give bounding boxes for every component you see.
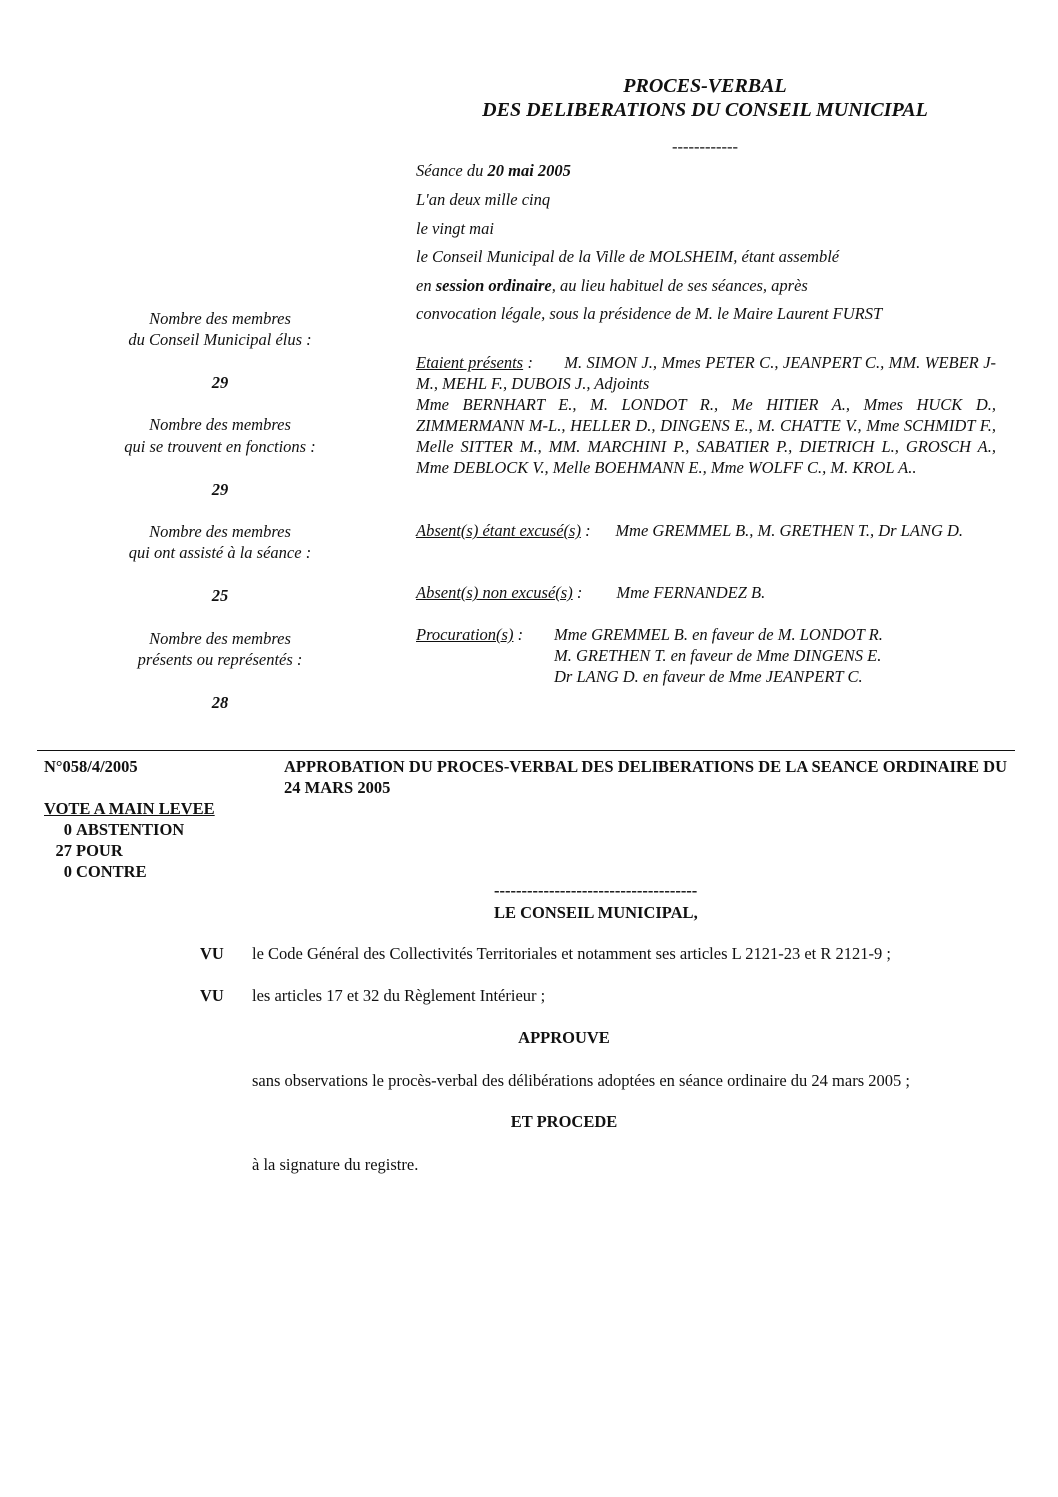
page-title-line1: PROCES-VERBAL bbox=[623, 75, 787, 97]
stat-value-attended: 25 bbox=[211, 586, 229, 605]
council-separator: ------------------------------------- bbox=[494, 881, 698, 900]
vote-label-pour: POUR bbox=[76, 841, 123, 860]
deliberation-title: APPROBATION DU PROCES-VERBAL DES DELIBERATIONS DE LA SEANCE ORDINAIRE DU 24 MARS 2005 bbox=[284, 757, 1007, 797]
stat-label-represented-1: Nombre des membres bbox=[149, 629, 291, 648]
seance-date-prefix: Séance du bbox=[416, 161, 488, 180]
proxy-item: Dr LANG D. en faveur de Mme JEANPERT C. bbox=[554, 667, 863, 686]
stat-label-functions-2: qui se trouvent en fonctions : bbox=[124, 437, 316, 456]
proxies-block bbox=[416, 624, 996, 687]
vu-item bbox=[200, 985, 1020, 1006]
session-type: session ordinaire bbox=[435, 276, 552, 295]
seance-date: 20 mai 2005 bbox=[487, 161, 571, 180]
vote-label-contre: CONTRE bbox=[76, 862, 147, 881]
excused-list: Mme GREMMEL B., M. GRETHEN T., Dr LANG D. bbox=[615, 521, 964, 540]
present-list: M. SIMON J., Mmes PETER C., JEANPERT C., MM. WEBER J-M., MEHL F., DUBOIS J., Adjoints bbox=[416, 353, 997, 393]
vote-heading: VOTE A MAIN LEVEE bbox=[44, 799, 215, 818]
stat-value-represented: 28 bbox=[211, 693, 229, 712]
page-title-line2: DES DELIBERATIONS DU CONSEIL MUNICIPAL bbox=[482, 99, 928, 121]
unexcused-colon: : bbox=[572, 583, 583, 602]
vote-count-abstention: 0 bbox=[63, 820, 72, 839]
proxy-label: Procuration(s) bbox=[416, 625, 514, 644]
present-colon: : bbox=[523, 353, 534, 372]
unexcused-members bbox=[416, 582, 996, 603]
vu-key: VU bbox=[200, 986, 224, 1005]
stat-label-represented-2: présents ou représentés : bbox=[137, 650, 303, 669]
procede-text: à la signature du registre. bbox=[252, 1155, 419, 1174]
seance-presidency-line: convocation légale, sous la présidence de M. le Maire Laurent FURST bbox=[416, 304, 883, 323]
excused-members bbox=[416, 520, 996, 541]
session-suffix: , au lieu habituel de ses séances, après bbox=[551, 276, 808, 295]
proxy-colon: : bbox=[513, 625, 524, 644]
stat-value-functions: 29 bbox=[211, 480, 229, 499]
stat-label-elected-2: du Conseil Municipal élus : bbox=[128, 330, 312, 349]
vu-key: VU bbox=[200, 944, 224, 963]
present-members bbox=[416, 352, 996, 394]
section-divider bbox=[37, 750, 1015, 751]
council-heading: LE CONSEIL MUNICIPAL, bbox=[494, 903, 698, 922]
unexcused-label: Absent(s) non excusé(s) bbox=[416, 583, 573, 602]
present-label: Etaient présents bbox=[416, 353, 524, 372]
seance-year-line: L'an deux mille cinq bbox=[416, 190, 551, 209]
seance-day-line: le vingt mai bbox=[416, 219, 494, 238]
procede-heading: ET PROCEDE bbox=[510, 1112, 618, 1131]
unexcused-list: Mme FERNANDEZ B. bbox=[616, 583, 766, 602]
title-separator: ------------ bbox=[672, 137, 738, 156]
session-prefix: en bbox=[416, 276, 436, 295]
present-members-2: Mme BERNHART E., M. LONDOT R., Me HITIER A., Mmes HUCK D., ZIMMERMANN M-L., HELLER D., DINGENS E., M. CHATTE V., Mme SCHMIDT F., Melle SITTER M., MM. MARCHINI P., SABATIER P., DIETRICH L., GROSCH A., Mme DEBLOCK V., Melle BOEHMANN E., Mme WOLFF C., M. KROL A.. bbox=[416, 395, 996, 477]
proxy-item: M. GRETHEN T. en faveur de Mme DINGENS E. bbox=[554, 646, 882, 665]
stat-label-attended-2: qui ont assisté à la séance : bbox=[128, 543, 312, 562]
excused-label: Absent(s) étant excusé(s) bbox=[416, 521, 581, 540]
vote-block bbox=[44, 798, 215, 882]
stat-label-attended-1: Nombre des membres bbox=[149, 522, 291, 541]
vu-text: le Code Général des Collectivités Territoriales et notamment ses articles L 2121-23 et R 2121-9 ; bbox=[252, 944, 891, 963]
stat-label-functions-1: Nombre des membres bbox=[149, 415, 291, 434]
vote-count-pour: 27 bbox=[55, 841, 72, 860]
vu-text: les articles 17 et 32 du Règlement Intérieur ; bbox=[252, 986, 546, 1005]
seance-council-line: le Conseil Municipal de la Ville de MOLSHEIM, étant assemblé bbox=[416, 247, 840, 266]
excused-colon: : bbox=[580, 521, 591, 540]
approuve-heading: APPROUVE bbox=[518, 1028, 610, 1047]
stat-value-elected: 29 bbox=[211, 373, 229, 392]
seance-date-line bbox=[416, 160, 1016, 181]
stat-label-elected-1: Nombre des membres bbox=[149, 309, 291, 328]
vote-count-contre: 0 bbox=[63, 862, 72, 881]
proxy-item: Mme GREMMEL B. en faveur de M. LONDOT R. bbox=[554, 625, 883, 644]
deliberation-number: N°058/4/2005 bbox=[44, 757, 138, 776]
approuve-text: sans observations le procès-verbal des délibérations adoptées en séance ordinaire du 24 mars 2005 ; bbox=[252, 1071, 910, 1090]
seance-session-line bbox=[416, 275, 1016, 296]
vote-label-abstention: ABSTENTION bbox=[76, 820, 185, 839]
vu-item bbox=[200, 943, 1020, 964]
